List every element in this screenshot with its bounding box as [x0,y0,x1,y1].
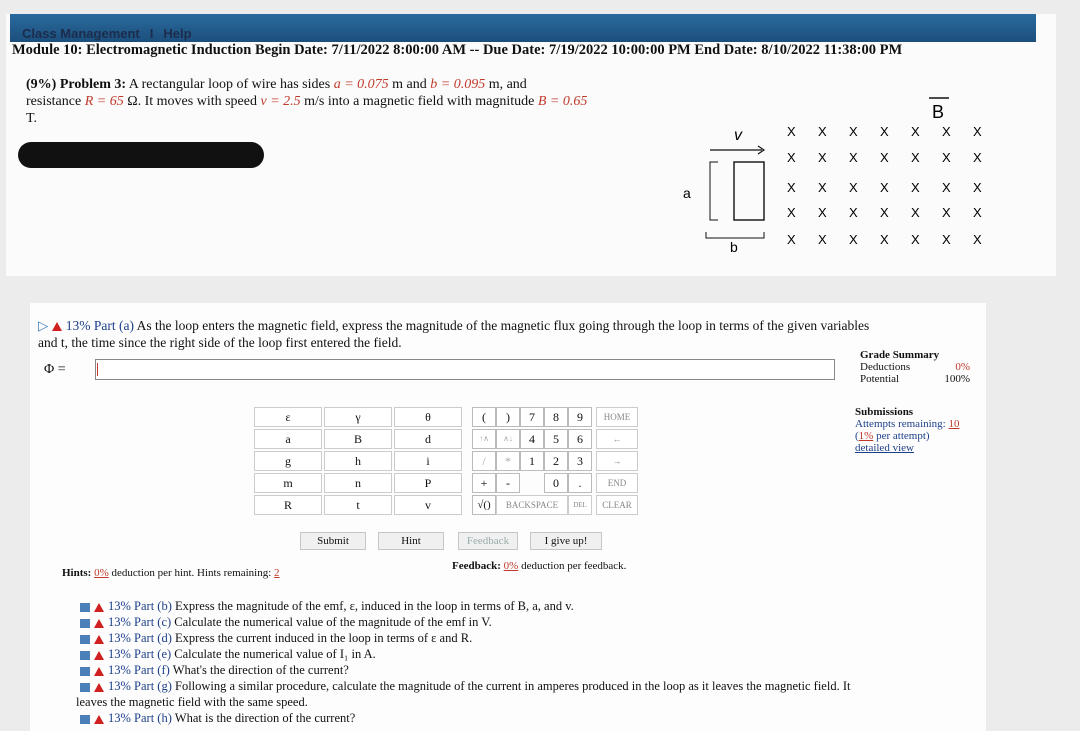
per-attempt-text: per attempt) [876,430,930,442]
fn-key-[interactable]: ← [596,429,638,449]
field-x-mark: X [880,124,889,139]
backspace-key[interactable]: BACKSPACE [496,495,568,515]
hints-remaining: 2 [274,567,280,579]
part-text: Express the current induced in the loop in terms of ε and R. [175,631,473,645]
field-x-mark: X [818,150,827,165]
label-b: b [730,239,738,252]
feedback-label: Feedback: [452,560,501,572]
field-x-mark: X [973,150,982,165]
expand-icon[interactable] [80,683,90,692]
submit-button[interactable]: Submit [300,532,366,550]
var-key-h[interactable]: h [324,451,392,471]
warning-icon [94,635,104,644]
field-x-mark: X [911,205,920,220]
attempts-label: Attempts remaining: [855,418,946,430]
field-x-mark: X [849,205,858,220]
potential-value: 100% [944,373,970,385]
part-label: 13% Part (e) [108,647,172,661]
num-key-.[interactable]: . [568,473,592,493]
bracket-b [706,232,764,238]
field-x-mark: X [973,232,982,247]
field-x-mark: X [787,205,796,220]
field-x-mark: X [942,232,951,247]
field-x-mark: X [818,180,827,195]
unit-r: Ω. It moves with speed [127,94,257,109]
field-x-mark: X [911,232,920,247]
bracket-a [710,162,718,220]
var-key-P[interactable]: P [394,473,462,493]
op-key[interactable]: * [496,451,520,471]
field-x-mark: X [849,232,858,247]
nav [22,26,192,41]
part-row[interactable] [80,678,930,694]
var-key-a[interactable]: a [254,429,322,449]
potential-label: Potential [860,373,900,385]
redaction-bar [18,142,264,168]
part-a-prompt: ▷ 13% Part (a) As the loop enters the magnetic field, express the magnitude of the magnetic flux going through the loop in terms of the given variables and t, the time since the right side of the loop first entered the field. [38,318,870,350]
part-a-text-2: and t, the time since the right side of the loop first entered the field. [38,335,402,350]
problem-text-2: resistance [26,94,82,109]
field-x-mark: X [787,124,796,139]
op-key[interactable]: ∧↓ [496,429,520,449]
hints-label: Hints: [62,567,92,579]
field-x-mark: X [818,232,827,247]
expand-icon[interactable] [80,667,90,676]
part-label: 13% Part (g) [108,679,172,693]
num-key-8[interactable]: 8 [544,407,568,427]
var-key-R[interactable]: R [254,495,322,515]
part-text: Following a similar procedure, calculate the magnitude of the current in amperes produced in the loop as it leaves the magnetic field. It [175,679,851,693]
part-text: What is the direction of the current? [174,711,356,725]
hints-info [62,567,280,579]
part-a-text-1: As the loop enters the magnetic field, express the magnitude of the magnetic flux going through the loop in terms of the given variables [136,318,870,333]
loop-diagram [670,92,1000,252]
field-x-mark: X [880,205,889,220]
op-key[interactable]: - [496,473,520,493]
var-key-g[interactable]: g [254,451,322,471]
num-key-4[interactable]: 4 [520,429,544,449]
part-list [76,598,930,726]
module-title: Module 10: Electromagnetic Induction Begin Date: 7/11/2022 8:00:00 AM -- Due Date: 7/19/2022 10:00:00 PM End Date: 8/10/2022 11:38:00 PM [12,42,903,58]
num-key-5[interactable]: 5 [544,429,568,449]
var-bfield: B = 0.65 [537,94,588,109]
num-key-6[interactable]: 6 [568,429,592,449]
var-key-γ[interactable]: γ [324,407,392,427]
var-key-i[interactable]: i [394,451,462,471]
problem-weight: (9%) [26,77,57,92]
field-x-mark: X [942,205,951,220]
input-caret [97,363,98,376]
part-label: 13% Part (f) [108,663,170,677]
part-label: 13% Part (h) [108,711,172,725]
field-x-mark: X [942,150,951,165]
submissions [855,406,975,454]
field-x-mark: X [911,150,920,165]
hint-button[interactable]: Hint [378,532,444,550]
warning-icon [52,322,62,331]
part-text: Calculate the numerical value of I₁ in A. [174,647,376,661]
sqrt-key[interactable]: √() [472,495,496,515]
field-x-mark: X [849,124,858,139]
field-x-mark: X [911,124,920,139]
del-key[interactable]: DEL [568,495,592,515]
field-x-mark: X [787,150,796,165]
part-a-label: 13% Part (a) [65,318,134,333]
op-key[interactable]: ) [496,407,520,427]
field-x-mark: X [818,205,827,220]
field-x-mark: X [787,232,796,247]
deductions-label: Deductions [860,361,911,373]
label-velocity: v [734,127,742,144]
part-text: leaves the magnetic field with the same speed. [76,695,308,709]
var-key-θ[interactable]: θ [394,407,462,427]
part-row[interactable] [80,598,930,614]
num-key-2[interactable]: 2 [544,451,568,471]
menu-help[interactable]: Help [163,26,192,41]
deductions-value: 0% [955,361,970,373]
var-v: v = 2.5 [260,94,301,109]
field-x-mark: X [880,232,889,247]
field-x-mark: X [942,124,951,139]
expand-icon[interactable] [80,603,90,612]
unit-v: m/s into a magnetic field with magnitude [304,94,535,109]
expand-icon[interactable] [80,715,90,724]
var-key-v[interactable]: v [394,495,462,515]
grade-summary [860,349,970,385]
wire-loop [734,162,764,220]
field-x-mark: X [880,150,889,165]
unit-b: m, and [488,77,527,92]
part-row[interactable] [80,630,930,646]
menu-bar [10,14,1036,42]
part-text: Express the magnitude of the emf, ε, induced in the loop in terms of B, a, and v. [175,599,574,613]
label-a: a [683,185,691,201]
warning-icon [94,683,104,692]
var-key-m[interactable]: m [254,473,322,493]
fn-key-[interactable]: → [596,451,638,471]
field-x-mark: X [973,124,982,139]
var-key-n[interactable]: n [324,473,392,493]
var-key-B[interactable]: B [324,429,392,449]
menu-class-management[interactable]: Class Management [22,26,140,41]
field-x-mark: X [787,180,796,195]
warning-icon [94,651,104,660]
answer-label: Φ = [44,362,66,377]
num-key-3[interactable]: 3 [568,451,592,471]
fn-key-clear[interactable]: CLEAR [596,495,638,515]
menu-separator: I [149,26,154,41]
var-key-t[interactable]: t [324,495,392,515]
part-row[interactable] [80,646,930,662]
answer-input[interactable] [95,359,835,380]
field-x-mark: X [818,124,827,139]
problem-text-1: A rectangular loop of wire has sides [128,77,331,92]
warning-icon [94,619,104,628]
feedback-pct: 0% [503,560,519,572]
part-row[interactable] [80,614,930,630]
var-a: a = 0.075 [333,77,389,92]
field-x-mark: X [973,205,982,220]
warning-icon [94,603,104,612]
hints-pct: 0% [94,567,109,579]
part-row[interactable] [80,710,930,726]
field-x-mark: X [911,180,920,195]
problem-statement [26,76,666,127]
field-x-mark: X [942,180,951,195]
field-marks [787,124,982,247]
num-key-0[interactable]: 0 [544,473,568,493]
fn-key-end[interactable]: END [596,473,638,493]
var-key-ε[interactable]: ε [254,407,322,427]
feedback-info [452,560,626,572]
op-key[interactable]: ( [472,407,496,427]
warning-icon [94,715,104,724]
expand-icon[interactable] [80,651,90,660]
per-attempt-pct: 1% [858,430,874,442]
field-x-mark: X [880,180,889,195]
part-label: 13% Part (d) [108,631,172,645]
op-key[interactable]: + [472,473,496,493]
num-key-9[interactable]: 9 [568,407,592,427]
grade-summary-title: Grade Summary [860,349,940,361]
attempts-value: 10 [948,418,960,430]
expand-icon[interactable] [80,635,90,644]
feedback-text: deduction per feedback. [521,560,627,572]
expand-icon[interactable] [80,619,90,628]
give-up-button[interactable]: I give up! [530,532,602,550]
field-x-mark: X [973,180,982,195]
var-r: R = 65 [84,94,124,109]
var-key-d[interactable]: d [394,429,462,449]
part-row[interactable] [80,662,930,678]
part-label: 13% Part (b) [108,599,172,613]
field-x-mark: X [849,180,858,195]
unit-bfield: T. [26,111,38,126]
num-key-7[interactable]: 7 [520,407,544,427]
per-attempt-open: ( [855,430,859,442]
op-key[interactable]: / [472,451,496,471]
problem-label: Problem 3: [59,77,127,92]
label-bfield: B [932,102,945,122]
part-text: Calculate the numerical value of the magnitude of the emf in V. [174,615,492,629]
hints-text: deduction per hint. Hints remaining: [111,567,272,579]
part-row[interactable] [76,694,930,710]
fn-key-home[interactable]: HOME [596,407,638,427]
unit-a: m and [392,77,427,92]
feedback-button[interactable]: Feedback [458,532,518,550]
detailed-view-link[interactable]: detailed view [855,442,914,454]
field-x-mark: X [849,150,858,165]
op-key[interactable]: ↑∧ [472,429,496,449]
submissions-title: Submissions [855,406,914,418]
part-text: What's the direction of the current? [172,663,349,677]
var-b: b = 0.095 [430,77,486,92]
part-label: 13% Part (c) [108,615,172,629]
warning-icon [94,667,104,676]
num-key-1[interactable]: 1 [520,451,544,471]
